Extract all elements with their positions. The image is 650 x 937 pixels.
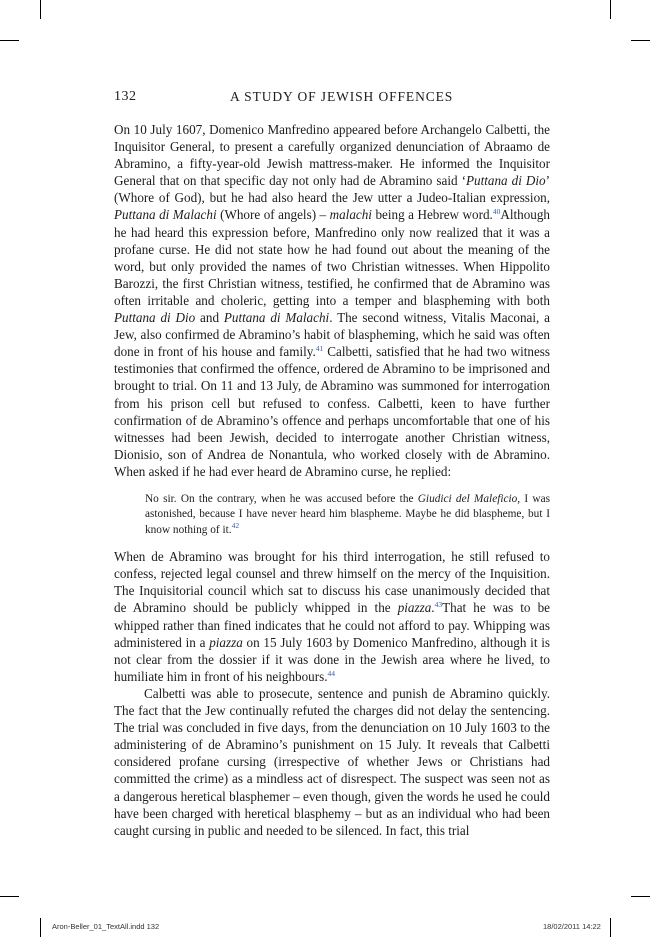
crop-mark [610, 918, 611, 937]
italic-term: piazza [397, 600, 432, 616]
crop-mark [610, 0, 611, 19]
block-quote [145, 492, 550, 538]
paragraph: Calbetti was able to prosecute, sentence and punish de Abramino quickly. The fact that the Jew continually refuted the charges did not delay the sentencing. The trial was concluded in five days, from the denunciation on 10 July 1603 to the administering of de Abramino’s punishment on 15 July. It reveals that Calbetti considered profane cursing (irrespective of whether Jews or Christians had committed the crime) as a mindless act of disrespect. The suspect was seen not as a dangerous heretical blasphemer – even though, given the words he used he could have been charged with heretical blasphemy – but as an individual who had been caught cursing in public and needed to be silenced. In fact, this trial [114, 685, 550, 838]
italic-term: Giudici del Maleficio [417, 492, 518, 505]
footnote-ref[interactable]: 40 [492, 207, 501, 217]
text-run: , I was astonished, because I have never heard him blaspheme. Maybe he did blaspheme, but I know nothing of it. [145, 492, 551, 536]
text-run: That he was to be whipped rather than fined indicates that he could not afford to pay. Whipping was administered in a [114, 600, 550, 650]
text-run: and [195, 310, 224, 326]
footnote-ref[interactable]: 44 [327, 668, 336, 678]
text-run: On 10 July 1607, Domenico Manfredino appeared before Archangelo Calbetti, the Inquisitor General, to present a carefully organized denunciation of Abraamo de Abramino, a fifty-year-old Jewish mattress-maker. He informed the Inquisitor General that on that specific day not only had de Abramino said ‘ [114, 122, 550, 189]
text-run: When de Abramino was brought for his third interrogation, he still refused to confess, rejected legal counsel and threw himself on the mercy of the Inquisition. The Inquisitorial council which sat to discuss his case unanimously decided that de Abramino should be publicly whipped in the [114, 549, 550, 616]
italic-term: Puttana di Malachi [223, 310, 330, 326]
text-run: (Whore of angels) – [216, 207, 330, 223]
footnote-ref[interactable]: 41 [315, 344, 324, 354]
running-title: A STUDY OF JEWISH OFFENCES [230, 89, 454, 104]
text-run: on 15 July 1603 by Domenico Manfredino, although it is not clear from the dossier if it was done in the Jewish area where he lived, to humiliate him in front of his neighbours. [114, 634, 551, 684]
crop-mark [40, 918, 41, 937]
crop-mark [40, 0, 41, 19]
italic-term: malachi [329, 207, 372, 223]
slug-file-info: Aron-Beller_01_TextAll.indd 132 [52, 922, 160, 931]
slug-date: 18/02/2011 14:22 [543, 922, 601, 931]
text-run: Although he had heard this expression before, Manfredino only now realized that it was a profane curse. He did not state how he had found out about the meaning of the word, but only provided the names of two Christian witnesses. When Hippolito Barozzi, the first Christian witness, testified, he confirmed that de Abramino was often irritable and choleric, getting into a temper and blaspheming with both [114, 207, 550, 308]
crop-mark [631, 896, 650, 897]
main-text [114, 121, 550, 839]
footnote-ref[interactable]: 42 [231, 520, 240, 530]
text-run: ’ (Whore of God), but he had also heard the Jew utter a Judeo-Italian expression, [114, 173, 550, 206]
footnote-ref[interactable]: 43 [434, 600, 443, 610]
paragraph [114, 548, 550, 685]
running-head [114, 89, 550, 107]
text-run: Calbetti, satisfied that he had two witness testimonies that confirmed the offence, ordered de Abramino to be imprisoned and brought to trial. On 11 and 13 July, de Abramino was summoned for interrogation from his prison cell but refused to confess. Calbetti, keen to have further confirmation of de Abramino’s offence and perhaps uncomfortable that one of his witnesses had been Jewish, decided to interrogate another Christian witness, Dionisio, son of Andrea de Nonantula, who worked closely with de Abramino. When asked if he had ever heard de Abramino curse, he replied: [114, 344, 550, 479]
page-number: 132 [114, 89, 137, 104]
text-run: No sir. On the contrary, when he was accused before the [145, 492, 418, 505]
crop-mark [0, 896, 19, 897]
crop-mark [0, 40, 19, 41]
italic-term: Puttana di Dio [114, 310, 196, 326]
italic-term: Puttana di Dio [465, 173, 546, 189]
italic-term: Puttana di Malachi [114, 207, 217, 223]
text-run: . [431, 600, 435, 616]
text-run: . The second witness, Vitalis Maconai, a Jew, also confirmed de Abramino’s habit of blaspheming, which he said was often done in front of his house and family. [114, 310, 550, 360]
italic-term: piazza [209, 634, 243, 650]
crop-mark [631, 40, 650, 41]
text-run: being a Hebrew word. [371, 207, 493, 223]
paragraph [114, 121, 550, 480]
